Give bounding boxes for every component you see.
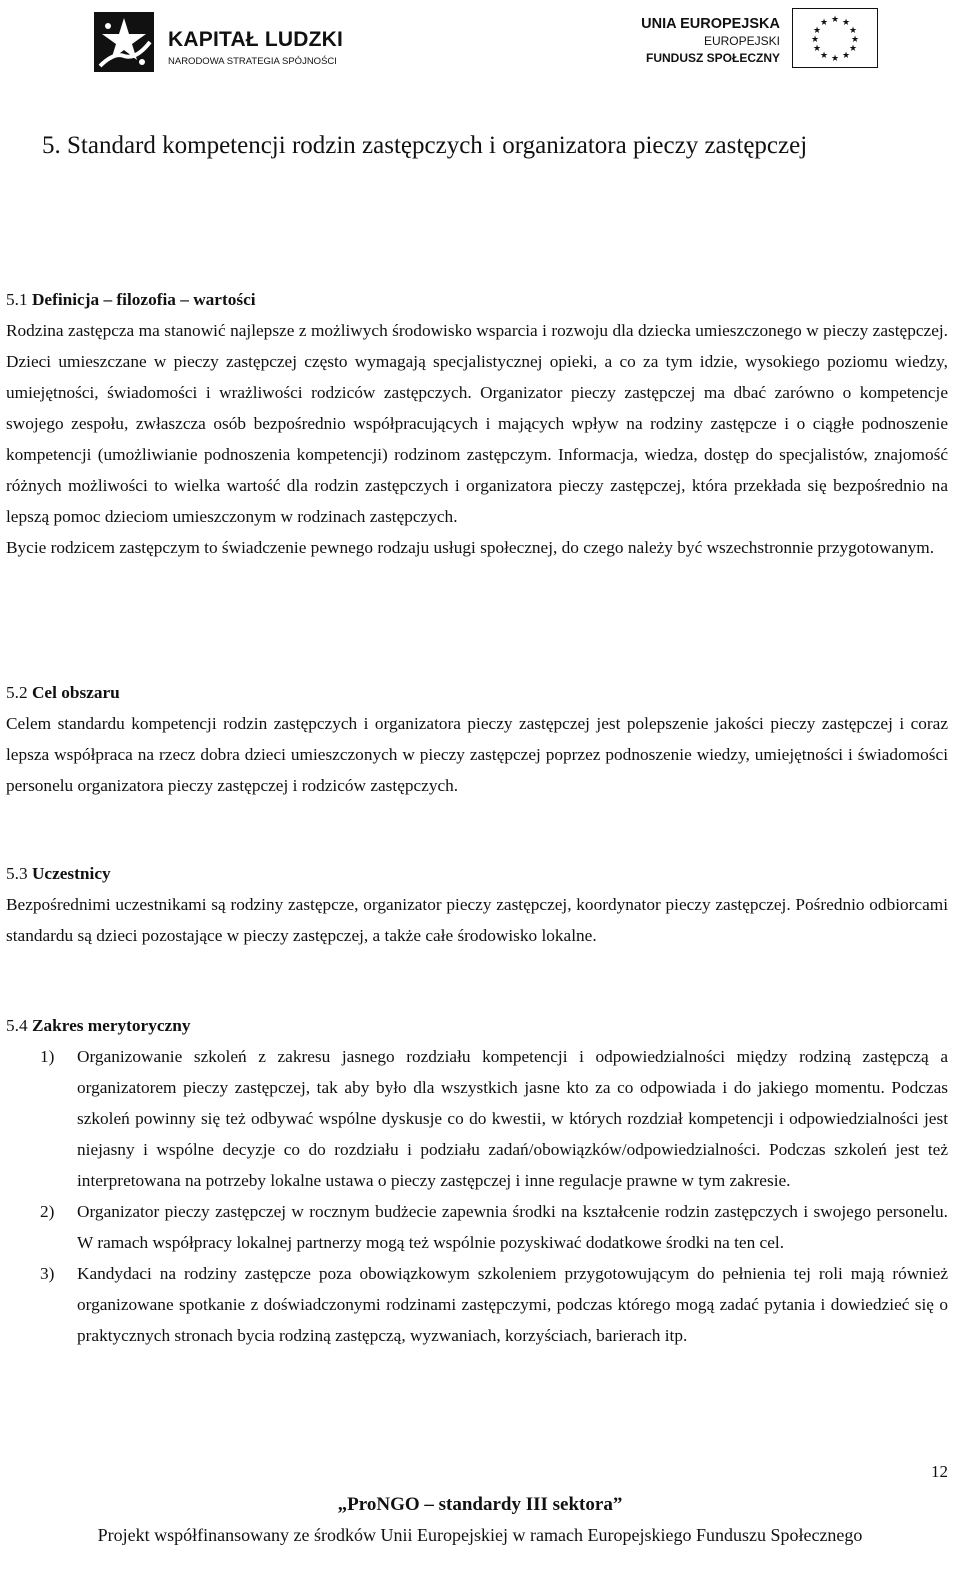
svg-text:★: ★	[812, 26, 822, 36]
section-heading	[6, 1010, 948, 1041]
eu-logo-line2: EUROPEJSKI	[703, 34, 780, 48]
list-item	[6, 1258, 948, 1351]
paragraph: Rodzina zastępcza ma stanowić najlepsze z możliwych środowisko wsparcia i rozwoju dla dziecka umieszczonego w pieczy zastępczej. Dzieci umieszczane w pieczy zastępczej często wymagają specjalistycznej opieki, a co za tym idzie, wysokiego poziomu wiedzy, umiejętności, świadomości i wrażliwości rodziców zastępczych. Organizator pieczy zastępczej ma dbać zarówno o kompetencje swojego zespołu, zwłaszcza osób bezpośrednio współpracujących i mających wpływ na rodziny zastępcze i o ciągłe podnoszenie kompetencji (umożliwianie podnoszenia kompetencji) rodzinom zastępczym. Informacja, wiedza, dostęp do specjalistów, znajomość różnych możliwości to wielka wartość dla rodzin zastępczych i organizatora pieczy zastępczej, która przekłada się bezpośrednio na lepszą pomoc dzieciom umieszczonym w rodzinach zastępczych.	[6, 321, 948, 526]
kapital-ludzki-title: KAPITAŁ LUDZKI	[168, 28, 344, 51]
page-number: 12	[931, 1462, 948, 1481]
numbered-list	[6, 1041, 948, 1351]
section-title: Zakres merytoryczny	[31, 1016, 191, 1035]
section-number: 5.3	[6, 864, 28, 883]
paragraph: Bycie rodzicem zastępczym to świadczenie pewnego rodzaju usługi społecznej, do czego należy być wszechstronnie przygotowanym.	[6, 538, 935, 557]
list-item-number: 2)	[40, 1202, 55, 1221]
section-heading	[6, 858, 948, 889]
eu-logo	[614, 6, 884, 72]
list-item-number: 1)	[40, 1047, 55, 1066]
svg-text:★: ★	[819, 18, 829, 28]
svg-text:★: ★	[810, 35, 820, 45]
eu-logo-line1: UNIA EUROPEJSKA	[641, 16, 780, 32]
eu-logo-text	[641, 16, 780, 67]
main-heading: 5. Standard kompetencji rodzin zastępczych i organizatora pieczy zastępczej	[42, 132, 808, 159]
svg-text:★: ★	[819, 51, 829, 61]
footer-title: „ProNGO – standardy III sektora”	[337, 1494, 623, 1515]
section-number: 5.4	[6, 1016, 28, 1035]
section-number: 5.2	[6, 683, 28, 702]
section-5-4	[6, 1010, 948, 1041]
kapital-ludzki-logo	[94, 12, 364, 74]
kapital-ludzki-subtitle: NARODOWA STRATEGIA SPÓJNOŚCI	[168, 56, 337, 67]
svg-text:★: ★	[841, 18, 851, 28]
footer-subtitle: Projekt współfinansowany ze środków Unii Europejskiej w ramach Europejskiego Funduszu Społecznego	[97, 1525, 863, 1545]
section-heading	[6, 284, 948, 315]
paragraph: Bezpośrednimi uczestnikami są rodziny zastępcze, organizator pieczy zastępczej, koordynator pieczy zastępczej. Pośrednio odbiorcami standardu są dzieci pozostające w pieczy zastępczej, a także całe środowisko lokalne.	[6, 895, 948, 945]
svg-text:★: ★	[841, 51, 851, 61]
eu-flag-icon	[792, 8, 878, 68]
svg-text:★: ★	[850, 35, 860, 45]
section-5-3	[6, 858, 948, 951]
list-item	[6, 1196, 948, 1258]
paragraph: Celem standardu kompetencji rodzin zastępczych i organizatora pieczy zastępczej jest polepszenie jakości pieczy zastępczej i coraz lepsza współpraca na rzecz dobra dzieci umieszczonych w pieczy zastępczej poprzez podnoszenie wiedzy, umiejętności i świadomości personelu organizatora pieczy zastępczej i rodziców zastępczych.	[6, 714, 948, 795]
svg-text:★: ★	[812, 44, 822, 54]
svg-text:★: ★	[848, 44, 858, 54]
section-title: Definicja – filozofia – wartości	[31, 290, 256, 309]
section-5-2	[6, 677, 948, 801]
eu-logo-line3: FUNDUSZ SPOŁECZNY	[645, 51, 780, 65]
svg-text:★: ★	[848, 26, 858, 36]
list-item-text: Organizowanie szkoleń z zakresu jasnego rozdziału kompetencji i odpowiedzialności między rodziną zastępczą a organizatorem pieczy zastępczej, tak aby było dla wszystkich jasne kto za co odpowiada i do jakiego momentu. Podczas szkoleń powinny się też odbywać wspólne dyskusje co do kwestii, w których rozdział kompetencji i odpowiedzialności jest niejasny i wspólne decyzje co do rozdziału i podziału zadań/obowiązków/odpowiedzialności. Podczas szkoleń jest też interpretowana na potrzeby lokalne ustawa o pieczy zastępczej i inne regulacje prawne w tym zakresie.	[77, 1047, 948, 1190]
svg-text:★: ★	[830, 54, 840, 64]
list-item-text: Organizator pieczy zastępczej w rocznym budżecie zapewnia środki na kształcenie rodzin zastępczych i swojego personelu. W ramach współpracy lokalnej partnerzy mogą też wspólnie pozyskiwać dodatkowe środki na ten cel.	[77, 1202, 948, 1252]
section-title: Uczestnicy	[31, 864, 111, 883]
list-item-number: 3)	[40, 1264, 55, 1283]
list-item-text: Kandydaci na rodziny zastępcze poza obowiązkowym szkoleniem przygotowującym do pełnienia tej roli mają również organizowane spotkanie z doświadczonymi rodzinami zastępczymi, podczas którego mogą zadać pytania i dowiedzieć się o praktycznych stronach bycia rodziną zastępczą, wyzwaniach, korzyściach, barierach itp.	[77, 1264, 948, 1345]
section-title: Cel obszaru	[31, 683, 120, 702]
list-item	[6, 1041, 948, 1196]
svg-text:★: ★	[830, 15, 840, 25]
kapital-ludzki-emblem-icon	[94, 12, 154, 72]
section-number: 5.1	[6, 290, 28, 309]
section-5-1	[6, 284, 948, 563]
section-heading	[6, 677, 948, 708]
